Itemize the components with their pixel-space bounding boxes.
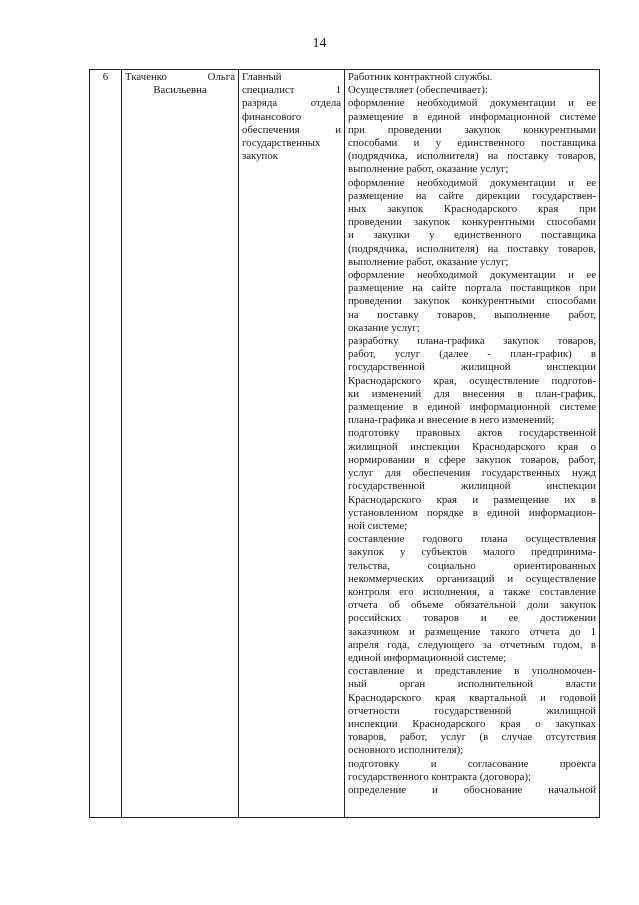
duty-line: тельства, социально ориентированных xyxy=(348,559,596,572)
duty-line: государственного контракта (договора); xyxy=(348,770,532,783)
duty-line: проведении закупок конкурентными способами xyxy=(348,216,596,229)
duty-line: проведении закупок конкурентными способами xyxy=(348,295,596,308)
row-number-cell xyxy=(90,70,122,818)
duty-line: услуг для обеспечения государственных нужд xyxy=(348,467,596,480)
position-cell xyxy=(239,70,345,818)
duty-line: способами и у единственного поставщика xyxy=(348,137,596,150)
row-number: 6 xyxy=(102,71,109,83)
position-line: закупок xyxy=(242,150,278,163)
duty-line: Краснодарского края и размещение их в xyxy=(348,493,596,506)
duty-line: нормировании в сфере закупок товаров, работ, xyxy=(348,453,596,466)
duty-line: плана-графика и внесение в него изменений; xyxy=(348,414,555,427)
duty-line: определение и обоснование начальной xyxy=(348,783,596,796)
duty-line: государственной жилищной инспекции xyxy=(348,361,596,374)
table-row xyxy=(90,70,600,818)
position-line: государственных xyxy=(242,137,321,150)
duties-cell xyxy=(345,70,600,818)
duty-line: при проведении закупок конкурентными xyxy=(348,123,596,136)
duty-line: выполнение работ, оказание услуг; xyxy=(348,255,509,268)
position-line: финансового xyxy=(242,110,302,123)
duty-line: разработку плана-графика закупок товаров, xyxy=(348,335,596,348)
position-line: Главный xyxy=(242,71,282,83)
employee-name-line: Ткаченко Ольга xyxy=(125,71,235,83)
duty-line: российских товаров и ее достижении xyxy=(348,612,596,625)
duty-line: размещение на сайте портала поставщиков при xyxy=(348,282,596,295)
duty-line: оказание услуг; xyxy=(348,321,420,334)
duty-line: основного исполнителя); xyxy=(348,744,464,757)
position-line: разряда отдела xyxy=(242,97,341,110)
duty-line: Краснодарского края квартальной и годовой xyxy=(348,691,596,704)
duty-line: на поставку товаров, выполнение работ, xyxy=(348,308,596,321)
duty-line: отчетности государственной жилищной xyxy=(348,704,596,717)
duty-line: Осуществляет (обеспечивает): xyxy=(348,84,488,97)
staff-duties-table xyxy=(89,69,600,818)
duty-line: апреля года, следующего за отчетным годом, в xyxy=(348,638,596,651)
duty-line: ный орган исполнительной власти xyxy=(348,678,596,691)
duty-line: размещение на сайте дирекции государствен- xyxy=(348,189,596,202)
duty-line: жилищной инспекции Краснодарского края о xyxy=(348,440,596,453)
duty-line: размещение в единой информационной системе xyxy=(348,401,596,414)
duty-line: товаров, работ, услуг (в случае отсутствия xyxy=(348,731,596,744)
duty-line: инспекции Краснодарского края о закупках xyxy=(348,717,596,730)
duty-line: (подрядчика, исполнителя) на поставку товаров, xyxy=(348,242,596,255)
employee-name-line: Васильевна xyxy=(153,84,207,97)
duty-line: выполнение работ, оказание услуг; xyxy=(348,163,509,176)
duty-line: подготовку и согласование проекта xyxy=(348,757,596,770)
duty-line: некоммерческих организаций и осуществление xyxy=(348,572,596,585)
duty-line: составление годового плана осуществления xyxy=(348,533,596,546)
duty-line: закупок у субъектов малого предпринима- xyxy=(348,546,596,559)
duty-line: оформление необходимой документации и ее xyxy=(348,176,596,189)
duty-line: размещение в единой информационной системе xyxy=(348,110,596,123)
page-number: 14 xyxy=(312,36,327,51)
duty-line: работ, услуг (далее - план-график) в xyxy=(348,348,596,361)
duty-line: (подрядчика, исполнителя) на поставку товаров, xyxy=(348,150,596,163)
duty-line: и закупки у единственного поставщика xyxy=(348,229,596,242)
duty-line: ной системе; xyxy=(348,519,408,532)
duty-line: установленном порядке в единой информацион- xyxy=(348,506,596,519)
duty-line: оформление необходимой документации и ее xyxy=(348,97,596,110)
duty-line: государственной жилищной инспекции xyxy=(348,480,596,493)
position-line: обеспечения и xyxy=(242,123,341,136)
employee-name-cell xyxy=(122,70,239,818)
duty-line: подготовку правовых актов государственной xyxy=(348,427,596,440)
position-line: специалист 1 xyxy=(242,84,341,97)
duty-line: заказчиком и размещение такого отчета до 1 xyxy=(348,625,596,638)
duty-line: ки изменений для внесения в план-график, xyxy=(348,387,596,400)
duty-line: единой информационной системе; xyxy=(348,651,507,664)
duty-line: ных закупок Краснодарского края при xyxy=(348,203,596,216)
duty-line: Краснодарского края, осуществление подготов- xyxy=(348,374,596,387)
duty-line: составление и представление в уполномочен- xyxy=(348,665,596,678)
duty-line: оформление необходимой документации и ее xyxy=(348,269,596,282)
duty-line: отчета об объеме обязательной доли закупок xyxy=(348,599,596,612)
duty-line: Работник контрактной службы. xyxy=(348,71,493,83)
duty-line: контроля его исполнения, а также составление xyxy=(348,585,596,598)
